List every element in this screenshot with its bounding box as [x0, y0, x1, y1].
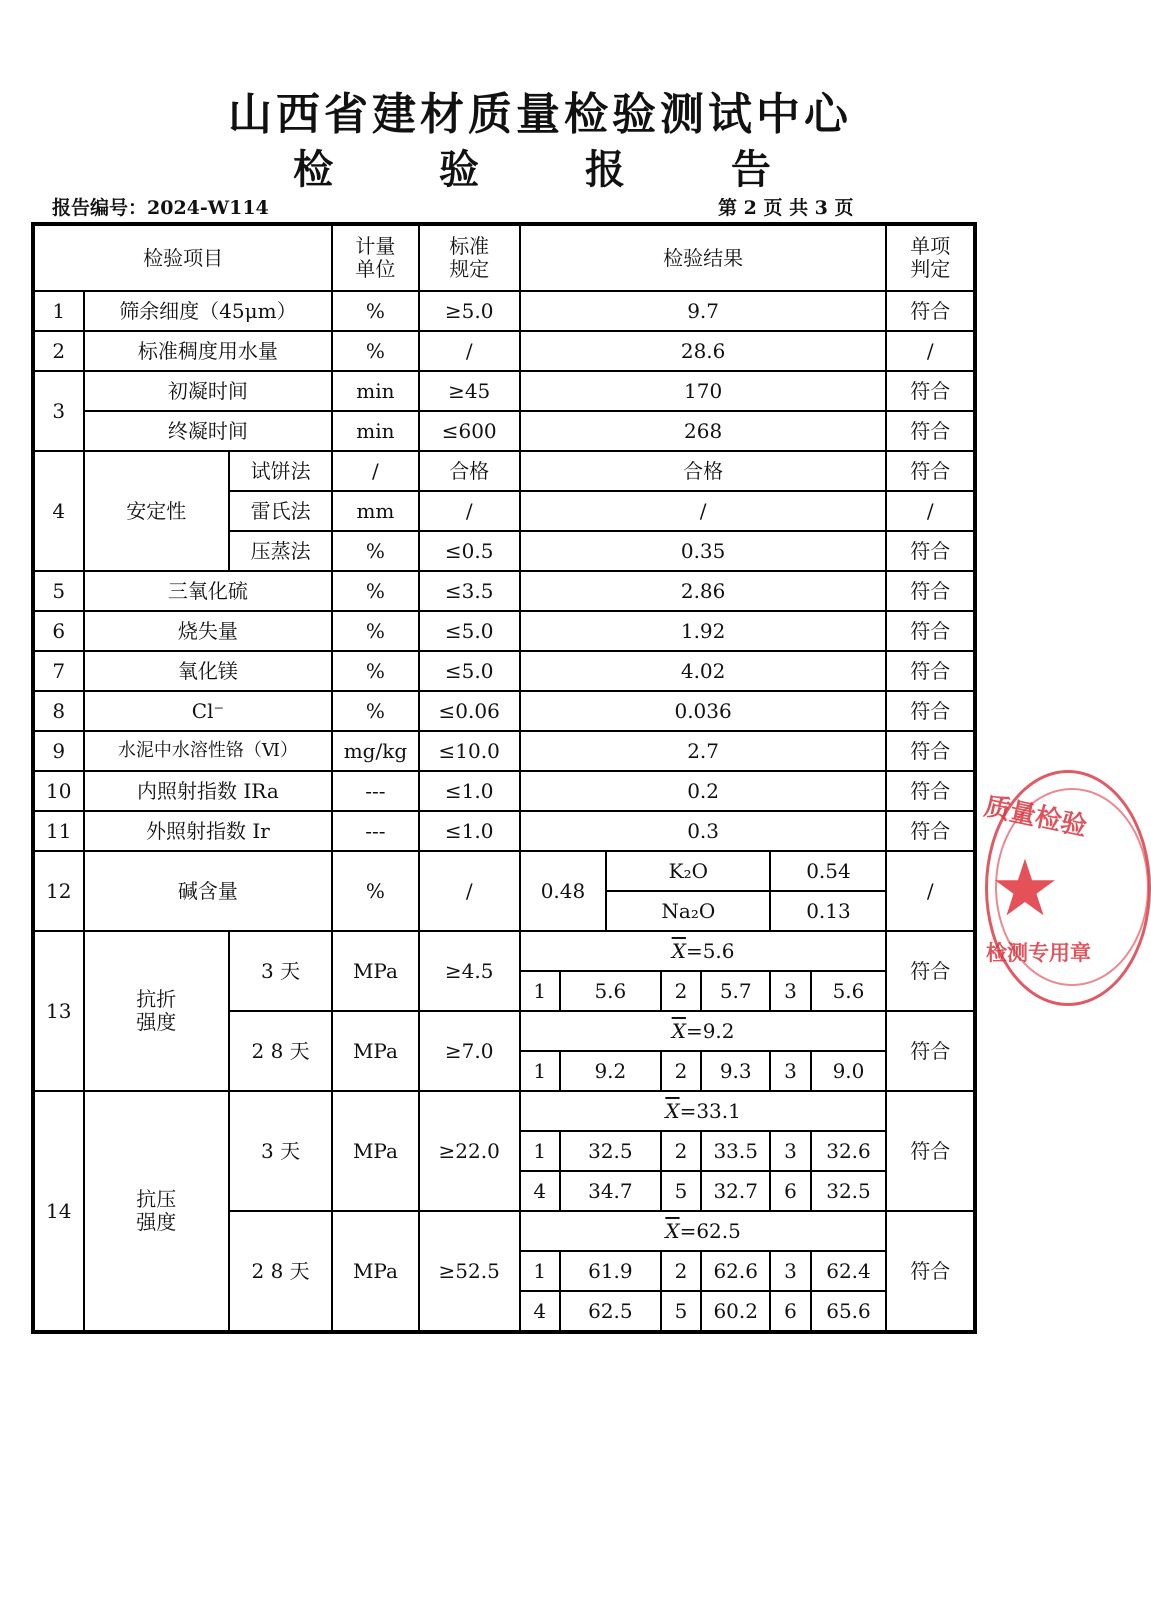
age-label: 2 8 天	[229, 1211, 332, 1332]
mean-symbol: $\overline{X}$	[671, 938, 686, 963]
alkali-total: 0.48	[520, 851, 606, 931]
specimen-no: 2	[661, 971, 701, 1011]
row-judge: 符合	[886, 1091, 975, 1211]
row-spec: ≥22.0	[419, 1091, 520, 1211]
specimen-value: 33.5	[701, 1131, 771, 1171]
specimen-no: 2	[661, 1251, 701, 1291]
row-item: 外照射指数 Ir	[84, 811, 333, 851]
compressive-row	[33, 1091, 975, 1131]
row-item: 抗压 强度	[84, 1091, 229, 1332]
row-judge: 符合	[886, 731, 975, 771]
row-result: 0.036	[520, 691, 887, 731]
col-judge: 单项 判定	[886, 224, 975, 291]
table-row	[33, 691, 975, 731]
row-judge: 符合	[886, 531, 975, 571]
specimen-no: 3	[770, 971, 810, 1011]
specimen-value: 62.6	[701, 1251, 771, 1291]
specimen-value: 62.5	[560, 1291, 661, 1332]
specimen-value: 61.9	[560, 1251, 661, 1291]
row-judge: 符合	[886, 771, 975, 811]
org-title: 山西省建材质量检验测试中心	[228, 89, 852, 140]
row-judge: 符合	[886, 371, 975, 411]
specimen-no: 5	[661, 1171, 701, 1211]
row-item: 内照射指数 IRa	[84, 771, 333, 811]
row-no: 2	[33, 331, 84, 371]
row-judge: 符合	[886, 811, 975, 851]
row-judge: /	[886, 491, 975, 531]
mean-number: =9.2	[685, 1018, 735, 1043]
row-judge: 符合	[886, 1011, 975, 1091]
row-no: 5	[33, 571, 84, 611]
row-spec: ≤3.5	[419, 571, 520, 611]
row-item: Cl⁻	[84, 691, 333, 731]
row-spec: ≤0.06	[419, 691, 520, 731]
row-unit: MPa	[332, 1211, 418, 1332]
age-label: 3 天	[229, 1091, 332, 1211]
row-unit: %	[332, 331, 418, 371]
row-no: 8	[33, 691, 84, 731]
row-no: 6	[33, 611, 84, 651]
row-no: 12	[33, 851, 84, 931]
row-no: 11	[33, 811, 84, 851]
specimen-no: 5	[661, 1291, 701, 1332]
row-result: 2.7	[520, 731, 887, 771]
row-spec: ≥5.0	[419, 291, 520, 331]
row-item: 碱含量	[84, 851, 333, 931]
row-unit: %	[332, 611, 418, 651]
row-judge: 符合	[886, 611, 975, 651]
table-row	[33, 731, 975, 771]
row-result: 2.86	[520, 571, 887, 611]
specimen-no: 4	[520, 1171, 560, 1211]
specimen-no: 3	[770, 1131, 810, 1171]
row-unit: mm	[332, 491, 418, 531]
row-unit: %	[332, 571, 418, 611]
specimen-no: 3	[770, 1051, 810, 1091]
specimen-value: 62.4	[811, 1251, 887, 1291]
table-body	[33, 224, 975, 1332]
row-spec: ≤1.0	[419, 811, 520, 851]
table-row	[33, 611, 975, 651]
row-no: 4	[33, 451, 84, 571]
specimen-value: 5.6	[811, 971, 887, 1011]
row-item: 安定性	[84, 451, 229, 571]
row-judge: 符合	[886, 411, 975, 451]
row-spec: ≥4.5	[419, 931, 520, 1011]
row-subitem: 压蒸法	[229, 531, 332, 571]
report-title: 检 验 报 告	[293, 146, 817, 193]
specimen-no: 1	[520, 1251, 560, 1291]
row-result: /	[520, 491, 887, 531]
row-unit: MPa	[332, 1091, 418, 1211]
mean-number: =33.1	[679, 1098, 741, 1123]
specimen-no: 1	[520, 1051, 560, 1091]
row-judge: /	[886, 851, 975, 931]
row-spec: ≤0.5	[419, 531, 520, 571]
row-spec: ≥45	[419, 371, 520, 411]
specimen-value: 5.7	[701, 971, 771, 1011]
k2o-label: K₂O	[606, 851, 770, 891]
row-unit: mg/kg	[332, 731, 418, 771]
table-row	[33, 571, 975, 611]
table-row	[33, 451, 975, 491]
row-result: 0.2	[520, 771, 887, 811]
row-no: 3	[33, 371, 84, 451]
report-number: 报告编号：2024-W114	[52, 197, 269, 219]
mean-value	[520, 931, 887, 971]
row-judge: 符合	[886, 691, 975, 731]
row-no: 10	[33, 771, 84, 811]
table-row	[33, 811, 975, 851]
specimen-value: 65.6	[811, 1291, 887, 1332]
row-result: 28.6	[520, 331, 887, 371]
col-spec: 标准 规定	[419, 224, 520, 291]
row-spec: /	[419, 851, 520, 931]
alkali-row	[33, 851, 975, 891]
row-unit: min	[332, 411, 418, 451]
row-result: 4.02	[520, 651, 887, 691]
specimen-no: 2	[661, 1051, 701, 1091]
age-label: 2 8 天	[229, 1011, 332, 1091]
specimen-value: 34.7	[560, 1171, 661, 1211]
row-no: 9	[33, 731, 84, 771]
row-item: 初凝时间	[84, 371, 333, 411]
row-item: 氧化镁	[84, 651, 333, 691]
row-result: 170	[520, 371, 887, 411]
mean-number: =62.5	[679, 1218, 741, 1243]
na2o-label: Na₂O	[606, 891, 770, 931]
specimen-value: 32.5	[811, 1171, 887, 1211]
page-number: 第 2 页 共 3 页	[718, 197, 854, 219]
row-item: 标准稠度用水量	[84, 331, 333, 371]
row-spec: ≤5.0	[419, 651, 520, 691]
flexural-row	[33, 931, 975, 971]
row-unit: %	[332, 691, 418, 731]
k2o-value: 0.54	[770, 851, 886, 891]
row-subitem: 试饼法	[229, 451, 332, 491]
row-unit: ---	[332, 771, 418, 811]
row-item: 终凝时间	[84, 411, 333, 451]
col-unit: 计量 单位	[332, 224, 418, 291]
row-no: 14	[33, 1091, 84, 1332]
row-result: 1.92	[520, 611, 887, 651]
header-row	[33, 224, 975, 291]
row-spec: ≤5.0	[419, 611, 520, 651]
row-unit: %	[332, 651, 418, 691]
row-spec: 合格	[419, 451, 520, 491]
table-row	[33, 411, 975, 451]
specimen-no: 2	[661, 1131, 701, 1171]
seal-text-top: 质量检验	[981, 791, 1090, 843]
row-item: 抗折 强度	[84, 931, 229, 1091]
specimen-no: 3	[770, 1251, 810, 1291]
specimen-no: 6	[770, 1291, 810, 1332]
row-unit: %	[332, 531, 418, 571]
col-result: 检验结果	[520, 224, 887, 291]
row-spec: /	[419, 491, 520, 531]
row-item: 水泥中水溶性铬（Ⅵ）	[84, 731, 333, 771]
specimen-value: 60.2	[701, 1291, 771, 1332]
row-unit: %	[332, 851, 418, 931]
row-unit: min	[332, 371, 418, 411]
table-row	[33, 291, 975, 331]
table-row	[33, 371, 975, 411]
row-unit: /	[332, 451, 418, 491]
mean-symbol: $\overline{X}$	[671, 1018, 686, 1043]
mean-number: =5.6	[685, 938, 735, 963]
row-judge: 符合	[886, 931, 975, 1011]
specimen-no: 6	[770, 1171, 810, 1211]
row-judge: 符合	[886, 451, 975, 491]
seal-text-bottom: 检测专用章	[986, 941, 1091, 965]
mean-symbol: $\overline{X}$	[665, 1098, 680, 1123]
row-subitem: 雷氏法	[229, 491, 332, 531]
row-unit: MPa	[332, 931, 418, 1011]
row-judge: 符合	[886, 651, 975, 691]
row-spec: ≤10.0	[419, 731, 520, 771]
star-icon: ★	[990, 844, 1060, 934]
specimen-no: 1	[520, 1131, 560, 1171]
specimen-value: 9.0	[811, 1051, 887, 1091]
mean-value	[520, 1091, 887, 1131]
row-no: 13	[33, 931, 84, 1091]
row-judge: 符合	[886, 1211, 975, 1332]
row-item: 烧失量	[84, 611, 333, 651]
specimen-value: 9.3	[701, 1051, 771, 1091]
row-judge: 符合	[886, 571, 975, 611]
row-item: 筛余细度（45μm）	[84, 291, 333, 331]
row-spec: ≤600	[419, 411, 520, 451]
mean-symbol: $\overline{X}$	[665, 1218, 680, 1243]
row-judge: /	[886, 331, 975, 371]
table-row	[33, 771, 975, 811]
specimen-no: 1	[520, 971, 560, 1011]
row-result: 9.7	[520, 291, 887, 331]
row-no: 7	[33, 651, 84, 691]
row-spec: /	[419, 331, 520, 371]
specimen-value: 9.2	[560, 1051, 661, 1091]
specimen-value: 32.6	[811, 1131, 887, 1171]
na2o-value: 0.13	[770, 891, 886, 931]
row-no: 1	[33, 291, 84, 331]
row-spec: ≤1.0	[419, 771, 520, 811]
specimen-no: 4	[520, 1291, 560, 1332]
row-unit: ---	[332, 811, 418, 851]
row-spec: ≥7.0	[419, 1011, 520, 1091]
row-result: 0.3	[520, 811, 887, 851]
row-unit: %	[332, 291, 418, 331]
row-result: 0.35	[520, 531, 887, 571]
table-row	[33, 331, 975, 371]
col-item: 检验项目	[33, 224, 332, 291]
test-results-table	[31, 222, 977, 1334]
row-result: 合格	[520, 451, 887, 491]
row-judge: 符合	[886, 291, 975, 331]
mean-value	[520, 1011, 887, 1051]
row-spec: ≥52.5	[419, 1211, 520, 1332]
table-row	[33, 651, 975, 691]
specimen-value: 5.6	[560, 971, 661, 1011]
mean-value	[520, 1211, 887, 1251]
specimen-value: 32.5	[560, 1131, 661, 1171]
row-unit: MPa	[332, 1011, 418, 1091]
row-result: 268	[520, 411, 887, 451]
specimen-value: 32.7	[701, 1171, 771, 1211]
row-item: 三氧化硫	[84, 571, 333, 611]
age-label: 3 天	[229, 931, 332, 1011]
